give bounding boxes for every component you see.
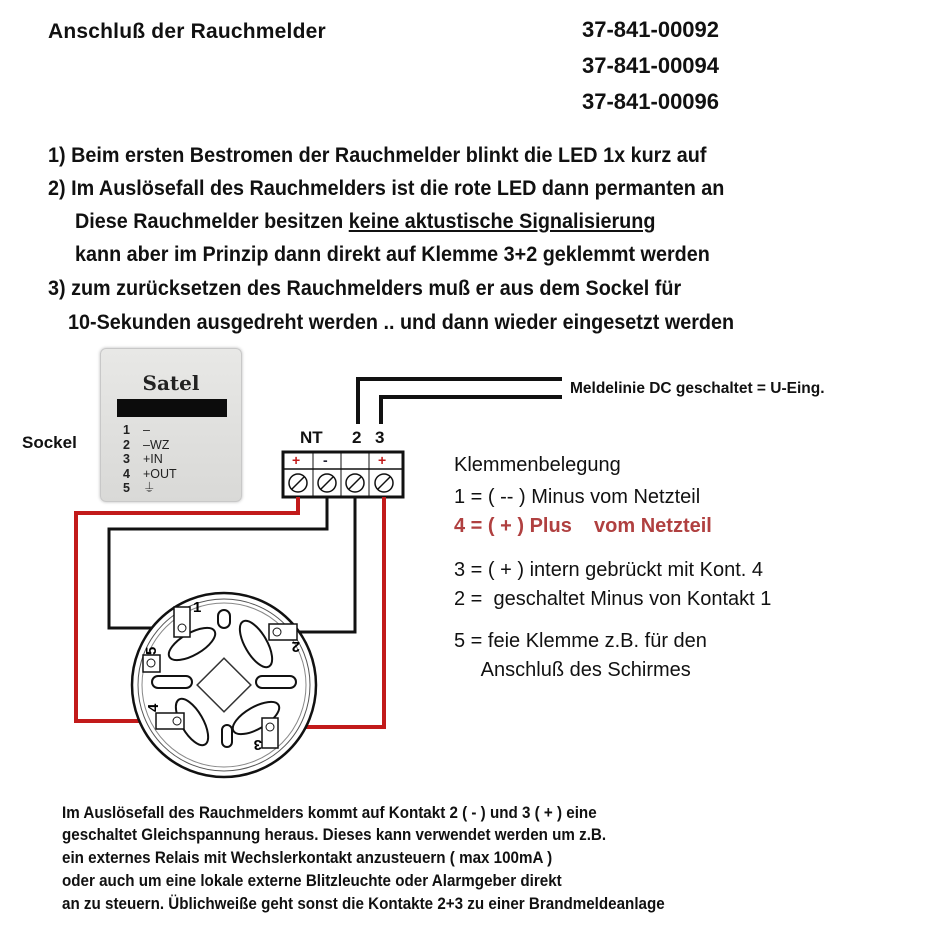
signal-wire-3 xyxy=(381,397,562,424)
polarity-minus: - xyxy=(323,452,328,468)
part-number: 37-841-00092 xyxy=(582,17,720,42)
sockel-label: Sockel xyxy=(22,433,77,452)
terminal-label-nt: NT xyxy=(300,428,323,447)
terminal-label-3: 3 xyxy=(375,428,385,447)
klemmen-item: 3 = ( + ) intern gebrückt mit Kont. 4 xyxy=(454,559,764,581)
base-terminal-4 xyxy=(156,713,184,729)
wire-black-2 xyxy=(278,497,355,632)
instruction-line: kann aber im Prinzip dann direkt auf Klemme 3+2 geklemmt werden xyxy=(75,242,710,266)
klemmen-item: Anschluß des Schirmes xyxy=(454,659,691,681)
base-label-1: 1 xyxy=(193,599,202,616)
klemmen-item-highlight: 4 = ( + ) Plus vom Netzteil xyxy=(454,515,712,537)
legend-row: 2 –WZ xyxy=(123,437,170,452)
legend-row: 3 +IN xyxy=(123,452,163,466)
polarity-plus: + xyxy=(378,452,387,468)
base-label-5: 5 xyxy=(143,646,160,655)
instruction-line: 3) zum zurücksetzen des Rauchmelders muß er aus dem Sockel für xyxy=(48,276,682,300)
legend-row: 1 – xyxy=(123,423,150,437)
legend-row: 4 +OUT xyxy=(123,466,177,481)
base-terminal-5 xyxy=(143,655,160,672)
instruction-line: 10-Sekunden ausgedreht werden .. und dann wieder eingesetzt werden xyxy=(68,310,735,334)
klemmen-title: Klemmenbelegung xyxy=(454,454,621,476)
instruction-line: 1) Beim ersten Bestromen der Rauchmelder blinkt die LED 1x kurz auf xyxy=(48,143,707,167)
ground-icon: ⏚ xyxy=(143,481,156,495)
base-terminal-3 xyxy=(262,718,278,748)
signal-wire-2 xyxy=(358,379,562,424)
base-label-4: 4 xyxy=(145,703,162,712)
underlined-note: keine aktustische Signalisierung xyxy=(348,209,656,233)
legend-row: 5 ⏚ xyxy=(123,481,156,495)
detector-base xyxy=(132,593,316,777)
instruction-text: Diese Rauchmelder besitzen xyxy=(75,209,349,233)
terminal-label-2: 2 xyxy=(352,428,362,447)
part-number: 37-841-00094 xyxy=(582,53,720,78)
footer-line: geschaltet Gleichspannung heraus. Dieses kann verwendet werden um z.B. xyxy=(62,826,607,844)
polarity-plus: + xyxy=(292,452,301,468)
klemmen-item: 1 = ( -- ) Minus vom Netzteil xyxy=(454,486,701,508)
base-terminal-1 xyxy=(174,607,190,637)
part-number: 37-841-00096 xyxy=(582,89,720,114)
instruction-line: 2) Im Auslösefall des Rauchmelders ist die rote LED dann permanten an xyxy=(48,176,725,200)
footer-line: Im Auslösefall des Rauchmelders kommt auf Kontakt 2 ( - ) und 3 ( + ) eine xyxy=(62,804,597,822)
page-title: Anschluß der Rauchmelder xyxy=(48,20,326,43)
footer-line: oder auch um eine lokale externe Blitzleuchte oder Alarmgeber direkt xyxy=(62,872,562,890)
klemmen-item: 2 = geschaltet Minus von Kontakt 1 xyxy=(454,588,772,610)
klemmen-item: 5 = feie Klemme z.B. für den xyxy=(454,630,707,652)
footer-line: ein externes Relais mit Wechslerkontakt anzusteuern ( max 100mA ) xyxy=(62,849,553,867)
base-label-2: 2 xyxy=(291,638,300,655)
brand-logo: Satel xyxy=(142,371,200,395)
base-terminal-2 xyxy=(269,624,297,640)
signal-line-label: Meldelinie DC geschaltet = U-Eing. xyxy=(570,380,825,397)
footer-line: an zu steuern. Üblichweiße geht sonst die Kontakte 2+3 zu einer Brandmeldeanlage xyxy=(62,895,665,913)
base-label-3: 3 xyxy=(253,736,262,753)
